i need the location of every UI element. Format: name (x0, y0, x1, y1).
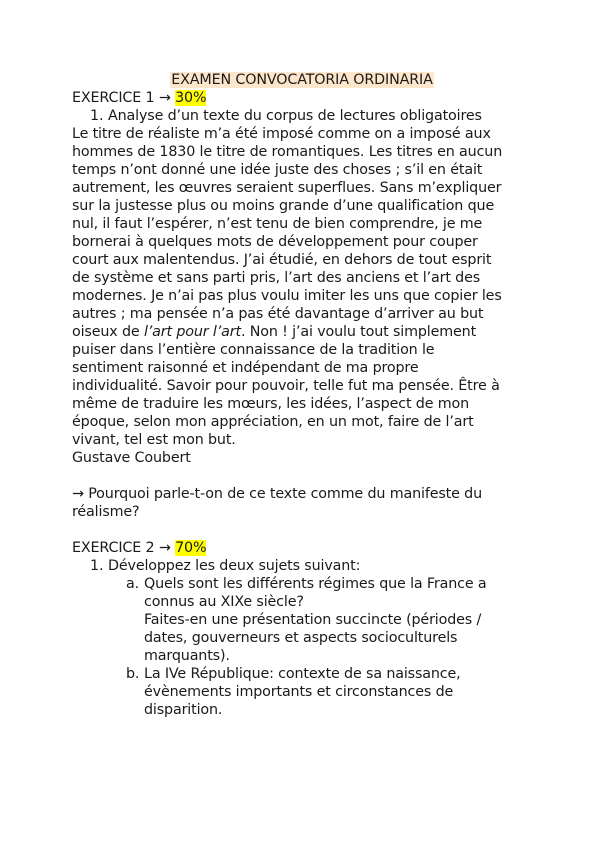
quote-line: modernes. Je n’ai pas plus voulu imiter les uns que copier les (72, 288, 502, 304)
quote-line: époque, selon mon appréciation, en un mot, faire de l’art (72, 414, 474, 430)
quote-line: autres ; ma pensée n’a pas été davantage d’arriver au but (72, 306, 484, 322)
spacer (72, 467, 532, 485)
exercise2-label: EXERCICE 2 → (72, 540, 176, 556)
question-line: → Pourquoi parle-t-on de ce texte comme du manifeste du (72, 486, 482, 502)
quote-line-pre: oiseux de (72, 324, 144, 340)
exercise1-label: EXERCICE 1 → (72, 90, 176, 106)
subtopic-b-letter: b. (126, 666, 140, 682)
quote-line: vivant, tel est mon but. (72, 432, 236, 448)
quote-line-post: . Non ! j’ai voulu tout simplement (240, 324, 477, 340)
subtopic-b-line: disparition. (144, 702, 223, 718)
quote-italic-phrase: l’art pour l’art (143, 324, 241, 340)
exercise1-item (72, 107, 532, 125)
exercise1-question (72, 485, 532, 521)
subtopic-a-letter: a. (126, 576, 140, 592)
quote-line: Le titre de réaliste m’a été imposé comme on a imposé aux (72, 126, 491, 142)
quote-line: sur la justesse plus ou moins grande d’une qualification que (72, 198, 495, 214)
subtopic-a-line: marquants). (144, 648, 230, 664)
title-line (72, 71, 532, 89)
exercise1-item-number: 1. (90, 108, 104, 124)
exercise1-item-text: Analyse d’un texte du corpus de lectures obligatoires (108, 108, 482, 124)
quote-line (72, 323, 532, 341)
exercise1-weight: 30% (175, 90, 207, 106)
quote-line: puiser dans l’entière connaissance de la tradition le (72, 342, 435, 358)
subtopic-a-line: Quels sont les différents régimes que la France a (144, 576, 487, 592)
quote-line: de système et sans parti pris, l’art des anciens et l’art des (72, 270, 481, 286)
subtopic-b-line: évènements importants et circonstances de (144, 684, 454, 700)
exercise1-heading (72, 89, 532, 107)
quote-line: court aux malentendus. J’ai étudié, en dehors de tout esprit (72, 252, 492, 268)
document-content (72, 71, 532, 719)
page-title: EXAMEN CONVOCATORIA ORDINARIA (171, 72, 433, 88)
exercise2-weight: 70% (175, 540, 207, 556)
exercise2-item-text: Développez les deux sujets suivant: (108, 558, 361, 574)
question-line: réalisme? (72, 504, 140, 520)
subtopic-a (72, 575, 532, 665)
quote-line: même de traduire les mœurs, les idées, l’aspect de mon (72, 396, 470, 412)
subtopic-a-line: dates, gouverneurs et aspects socioculturels (144, 630, 458, 646)
subtopic-b-line: La IVe République: contexte de sa naissance, (144, 666, 461, 682)
spacer (72, 521, 532, 539)
exercise2-item-number: 1. (90, 558, 104, 574)
quote-line: hommes de 1830 le titre de romantiques. Les titres en aucun (72, 144, 503, 160)
quote-line: temps n’ont donné une idée juste des choses ; s’il en était (72, 162, 483, 178)
quote-author: Gustave Coubert (72, 450, 191, 466)
quote-line: nul, il faut l’espérer, n’est tenu de bien comprendre, je me (72, 216, 483, 232)
subtopic-a-line: Faites-en une présentation succincte (périodes / (144, 612, 482, 628)
exercise2-heading (72, 539, 532, 557)
quote-text (72, 125, 532, 449)
subtopic-b (72, 665, 532, 719)
subtopic-a-line: connus au XIXe siècle? (144, 594, 304, 610)
exercise2-item (72, 557, 532, 575)
quote-line: bornerai à quelques mots de développement pour couper (72, 234, 478, 250)
quote-line: sentiment raisonné et indépendant de ma propre (72, 360, 419, 376)
quote-line: individualité. Savoir pour pouvoir, telle fut ma pensée. Être à (72, 378, 500, 394)
quote-line: autrement, les œuvres seraient superflues. Sans m’expliquer (72, 180, 502, 196)
